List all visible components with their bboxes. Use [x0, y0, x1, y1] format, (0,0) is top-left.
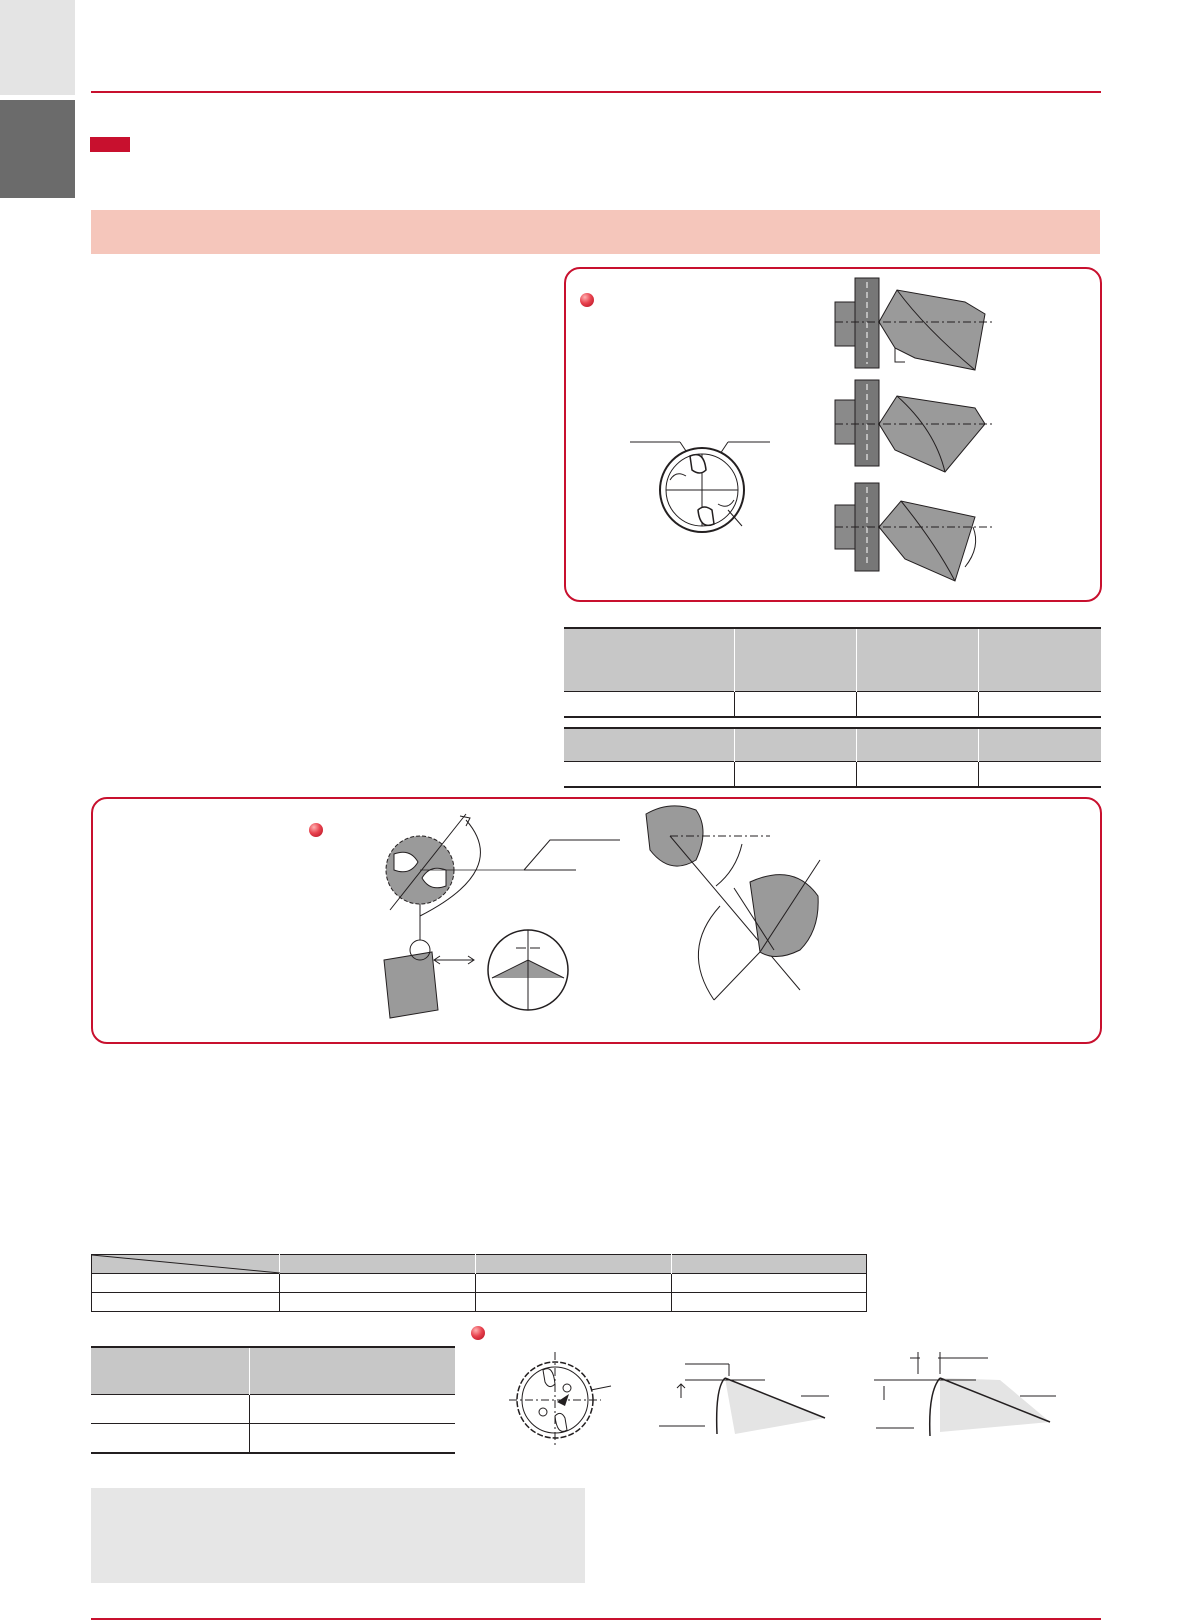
- table-row: [92, 1274, 867, 1293]
- table-row: [564, 762, 1101, 788]
- section-dot-icon: [309, 823, 323, 837]
- table-header-cell: [978, 728, 1101, 762]
- drill-cross-section-diagram: [620, 430, 780, 550]
- table-cell: [564, 692, 734, 718]
- table-row: [91, 1395, 455, 1424]
- table-header-cell: [978, 628, 1101, 692]
- section-dot-icon: [580, 293, 594, 307]
- section-dot-icon: [471, 1326, 485, 1340]
- side-tab-active[interactable]: [0, 100, 75, 198]
- table-cell: [672, 1274, 867, 1293]
- table-cell: [280, 1293, 476, 1312]
- table-cell: [978, 762, 1101, 788]
- table-cell: [734, 762, 856, 788]
- table-header-cell: [856, 628, 978, 692]
- spec-table-2: [564, 727, 1101, 788]
- table-header-cell: [476, 1255, 672, 1274]
- table-cell: [249, 1424, 455, 1454]
- section-marker: [90, 137, 130, 152]
- table-header-cell-diagonal: [92, 1255, 280, 1274]
- table-cell: [978, 692, 1101, 718]
- table-header-cell: [734, 728, 856, 762]
- table-cell: [92, 1274, 280, 1293]
- section-title-band: [91, 210, 1100, 254]
- footer-rule: [91, 1618, 1101, 1620]
- header-rule: [91, 91, 1101, 93]
- table-header-cell: [91, 1347, 249, 1395]
- drill-holder-illustration-3: [835, 483, 1005, 583]
- table-cell: [476, 1293, 672, 1312]
- diagonal-divider: [92, 1255, 280, 1273]
- table-cell: [91, 1424, 249, 1454]
- table-header-row: [92, 1255, 867, 1274]
- note-box: [91, 1488, 585, 1583]
- table-cell: [856, 762, 978, 788]
- table-header-cell: [249, 1347, 455, 1395]
- side-tab-top[interactable]: [0, 0, 75, 95]
- drill-holder-illustration-2: [835, 380, 1005, 476]
- table-row: [92, 1293, 867, 1312]
- table-cell: [564, 762, 734, 788]
- table-cell: [734, 692, 856, 718]
- table-cell: [476, 1274, 672, 1293]
- table-cell: [672, 1293, 867, 1312]
- spec-table-4: [91, 1346, 455, 1454]
- table-cell: [856, 692, 978, 718]
- table-header-row: [91, 1347, 455, 1395]
- margin-cross-section-diagram: [505, 1350, 625, 1450]
- table-header-cell: [672, 1255, 867, 1274]
- table-header-row: [564, 628, 1101, 692]
- table-header-row: [564, 728, 1101, 762]
- table-header-cell: [564, 728, 734, 762]
- spec-table-3: [91, 1254, 867, 1312]
- table-cell: [280, 1274, 476, 1293]
- table-header-cell: [856, 728, 978, 762]
- point-angle-diagram: [520, 800, 840, 1010]
- drill-holder-illustration-1: [835, 278, 1005, 374]
- relief-angle-diagram-1: [645, 1358, 845, 1438]
- table-header-cell: [734, 628, 856, 692]
- table-cell: [249, 1395, 455, 1424]
- table-row: [564, 692, 1101, 718]
- table-row: [91, 1424, 455, 1454]
- relief-angle-diagram-2: [870, 1352, 1070, 1442]
- spec-table-1: [564, 627, 1101, 718]
- table-header-cell: [280, 1255, 476, 1274]
- table-cell: [91, 1395, 249, 1424]
- table-cell: [92, 1293, 280, 1312]
- table-header-cell: [564, 628, 734, 692]
